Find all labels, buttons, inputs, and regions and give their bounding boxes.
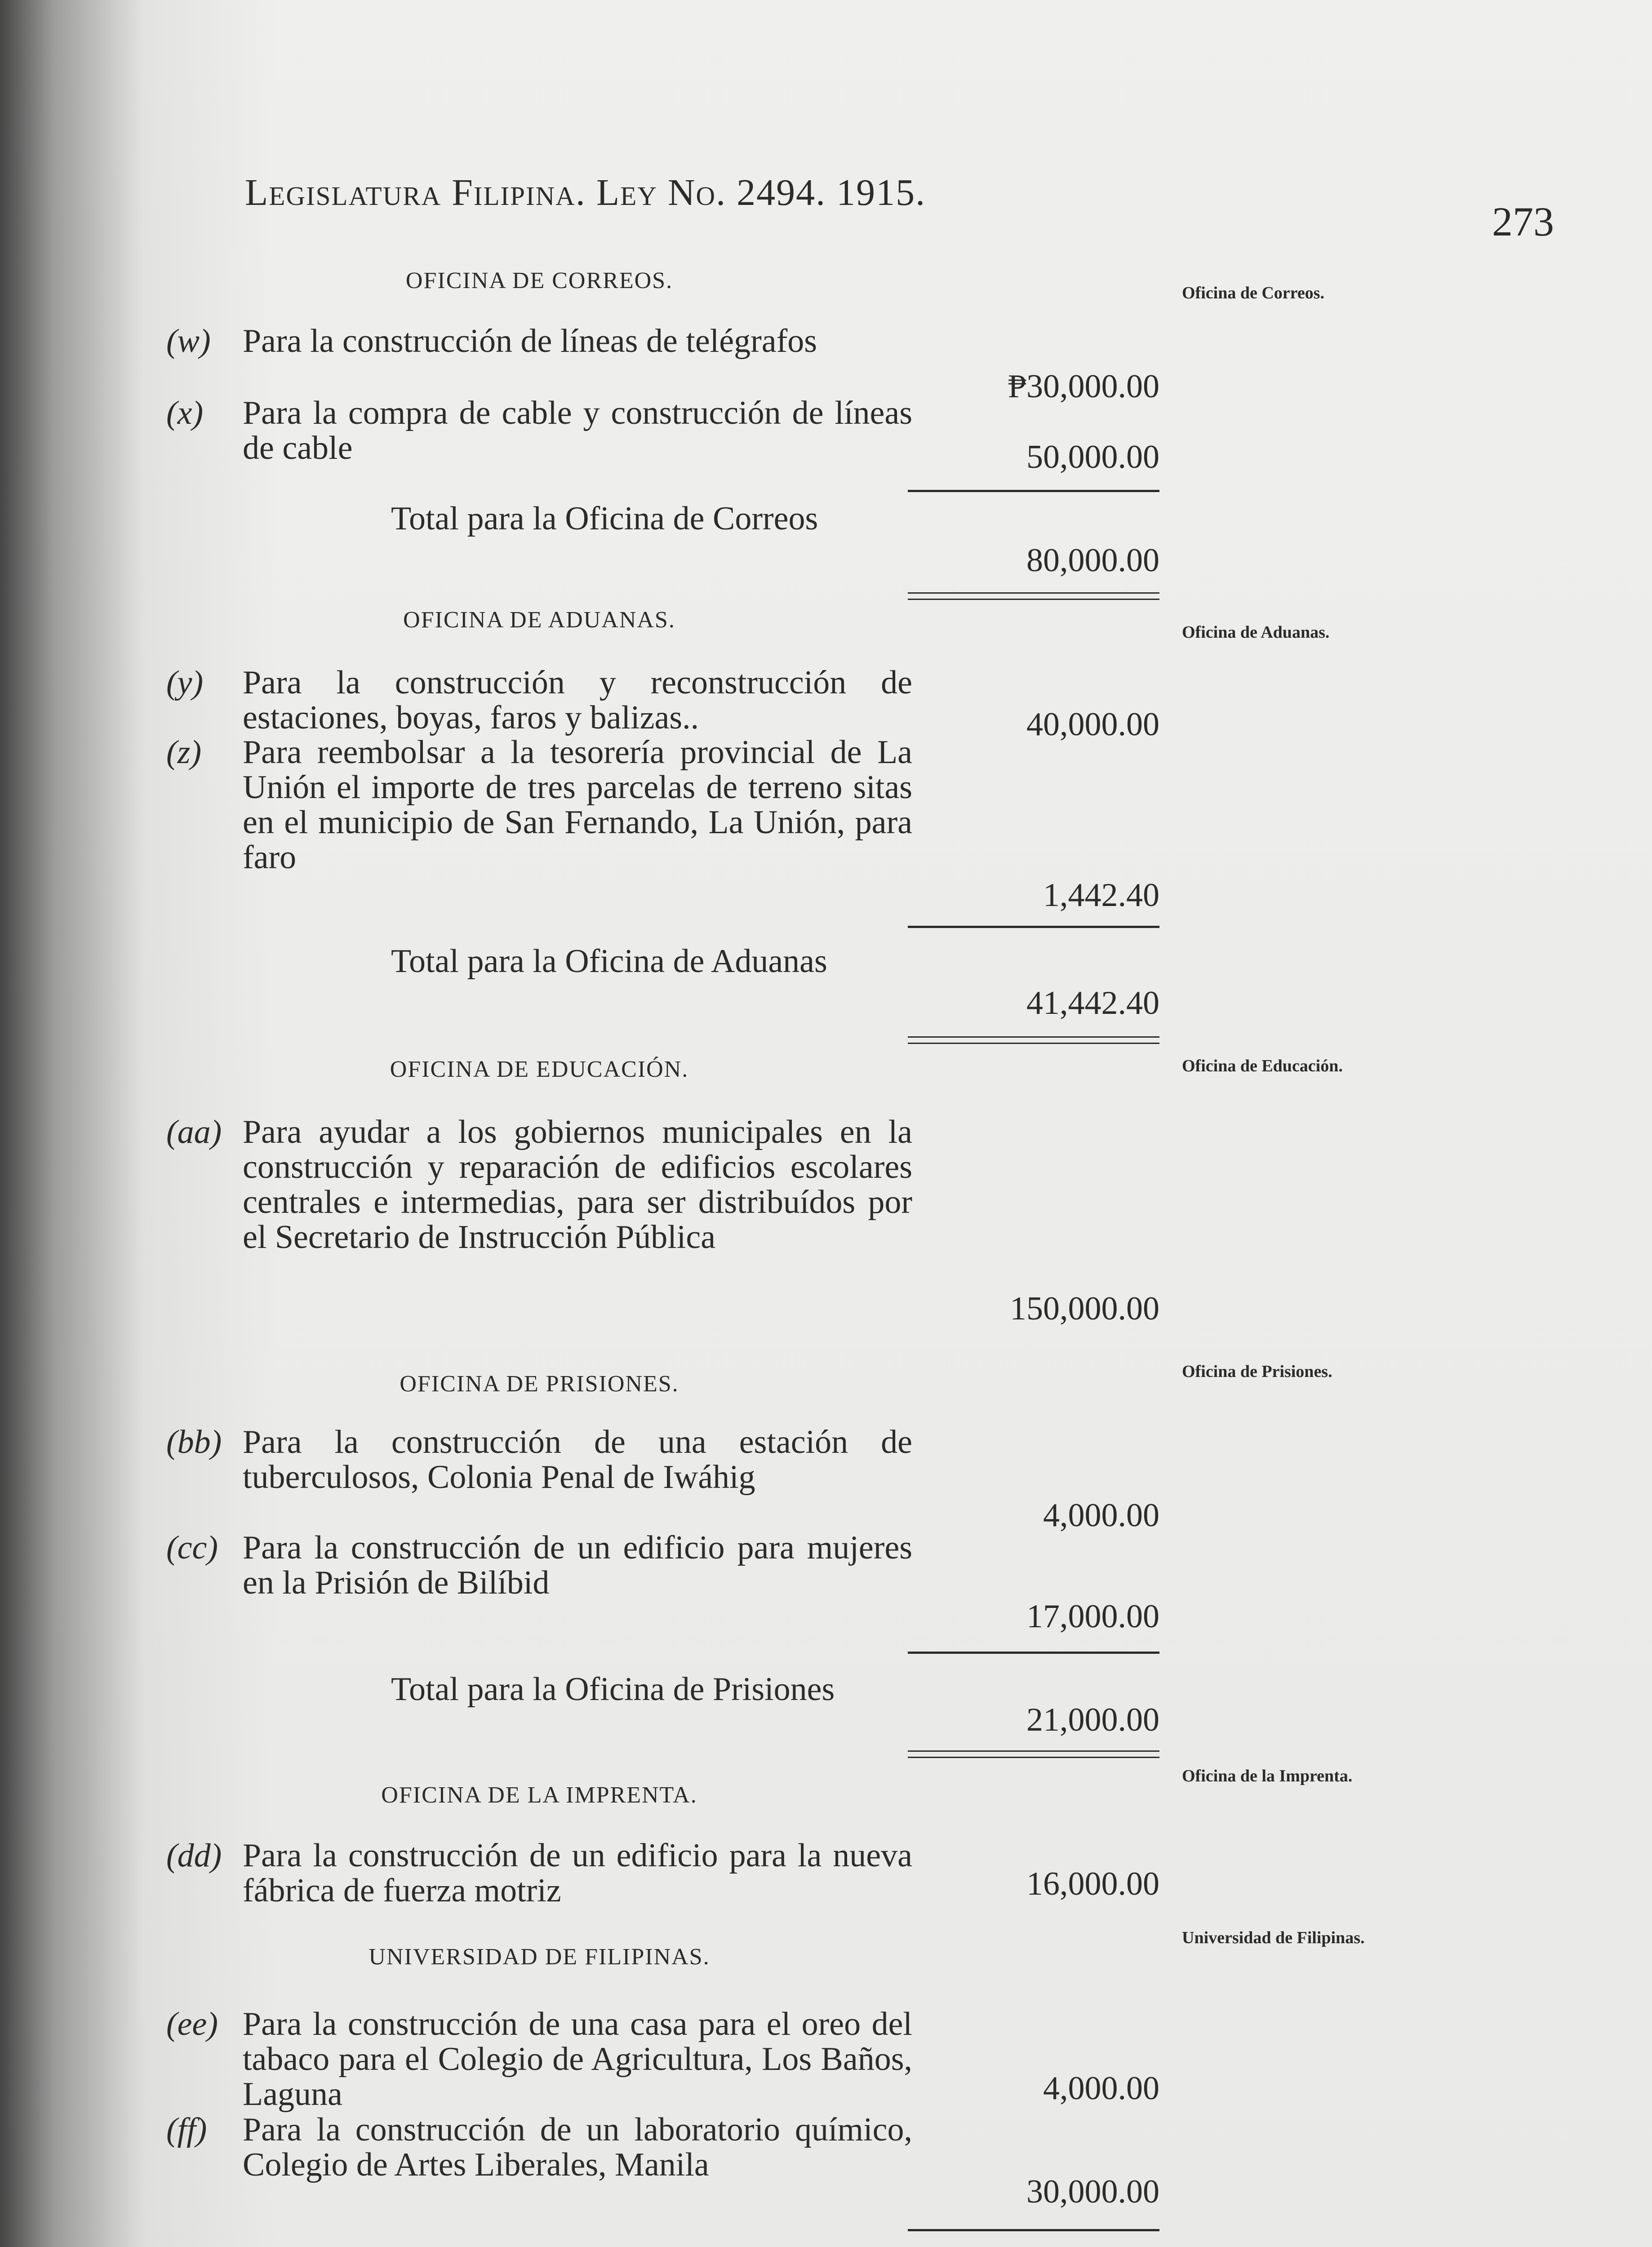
double-rule-top [908,1750,1159,1752]
double-rule-top [908,1036,1159,1038]
amount-total-prisiones: 21,000.00 [1026,1701,1159,1738]
margin-note-aduanas: Oficina de Aduanas. [1182,623,1330,642]
item-z [166,735,912,875]
item-ee [166,2007,912,2112]
item-text: Para la construcción y reconstrucción de estaciones, boyas, faros y balizas.. [243,664,912,736]
margin-note-educacion: Oficina de Educación. [1182,1057,1343,1075]
amount-aa: 150,000.00 [1010,1290,1159,1327]
item-text: Para ayudar a los gobiernos municipales en la construcción y reparación de edificios escolares centrales e intermedias, para ser distribuídos por el Secretario de Instrucción Pública [243,1114,912,1256]
margin-note-correos: Oficina de Correos. [1182,284,1324,302]
item-label: (x) [166,395,204,431]
total-correos [166,501,912,536]
amount-y: 40,000.00 [1026,706,1159,743]
margin-note-imprenta: Oficina de la Imprenta. [1182,1767,1353,1785]
item-y [166,665,912,735]
double-rule-top [908,592,1159,594]
item-label: (w) [166,323,211,360]
amount-z: 1,442.40 [1043,877,1159,914]
margin-note-universidad: Universidad de Filipinas. [1182,1928,1365,1947]
amount-x: 50,000.00 [1026,439,1159,475]
sum-rule [908,1652,1159,1654]
sum-rule [908,490,1159,492]
total-text: Total para la Oficina de Correos [391,500,818,537]
item-text: Para la construcción de una estación de tuberculosos, Colonia Penal de Iwáhig [243,1424,912,1496]
total-aduanas [166,944,912,979]
amount-total-correos: 80,000.00 [1026,542,1159,579]
item-text: Para la construcción de un edificio para mujeres en la Prisión de Bilíbid [243,1529,912,1601]
sum-rule [908,926,1159,928]
total-prisiones [166,1672,912,1707]
item-label: (y) [166,664,204,701]
amount-bb: 4,000.00 [1043,1497,1159,1534]
double-rule-bottom [908,599,1159,600]
item-text: Para la construcción de una casa para el oreo del tabaco para el Colegio de Agricultura, Los Baños, Laguna [243,2006,912,2113]
item-text: Para reembolsar a la tesorería provincial de La Unión el importe de tres parcelas de terreno sitas en el municipio de San Fernando, La Unión, para faro [243,734,912,876]
item-text: Para la construcción de líneas de telégrafos [243,323,817,360]
item-bb [166,1425,912,1495]
item-aa [166,1115,912,1255]
item-label: (z) [166,734,202,771]
amount-ff: 30,000.00 [1026,2173,1159,2210]
sum-rule [908,2229,1159,2231]
item-dd [166,1838,912,1908]
total-text: Total para la Oficina de Prisiones [391,1671,835,1708]
amount-w: ₱30,000.00 [1008,368,1159,405]
item-text: Para la construcción de un laboratorio químico, Colegio de Artes Liberales, Manila [243,2111,912,2183]
item-cc [166,1530,912,1600]
amount-total-aduanas: 41,442.40 [1026,985,1159,1021]
item-label: (dd) [166,1837,222,1874]
double-rule-bottom [908,1043,1159,1044]
item-label: (cc) [166,1529,218,1566]
double-rule-bottom [908,1757,1159,1758]
section-heading-universidad: UNIVERSIDAD DE FILIPINAS. [369,1944,710,1970]
item-text: Para la compra de cable y construcción de líneas de cable [243,395,912,466]
item-x [166,395,912,466]
item-label: (bb) [166,1424,222,1461]
item-label: (aa) [166,1114,222,1150]
item-label: (ff) [166,2111,207,2148]
amount-dd: 16,000.00 [1026,1865,1159,1902]
margin-note-prisiones: Oficina de Prisiones. [1182,1362,1332,1381]
total-text: Total para la Oficina de Aduanas [391,943,827,980]
section-heading-prisiones: OFICINA DE PRISIONES. [400,1371,679,1397]
item-ff [166,2112,912,2182]
section-heading-educacion: OFICINA DE EDUCACIÓN. [390,1057,689,1082]
item-label: (ee) [166,2006,218,2043]
amount-cc: 17,000.00 [1026,1598,1159,1635]
section-heading-aduanas: OFICINA DE ADUANAS. [403,607,675,633]
running-header: Legislatura Filipina. Ley No. 2494. 1915. [245,172,926,213]
section-heading-correos: OFICINA DE CORREOS. [405,268,673,293]
item-w [166,324,912,359]
page-number: 273 [1492,199,1554,244]
item-text: Para la construcción de un edificio para la nueva fábrica de fuerza motriz [243,1837,912,1909]
section-heading-imprenta: OFICINA DE LA IMPRENTA. [381,1782,697,1808]
amount-ee: 4,000.00 [1043,2070,1159,2107]
